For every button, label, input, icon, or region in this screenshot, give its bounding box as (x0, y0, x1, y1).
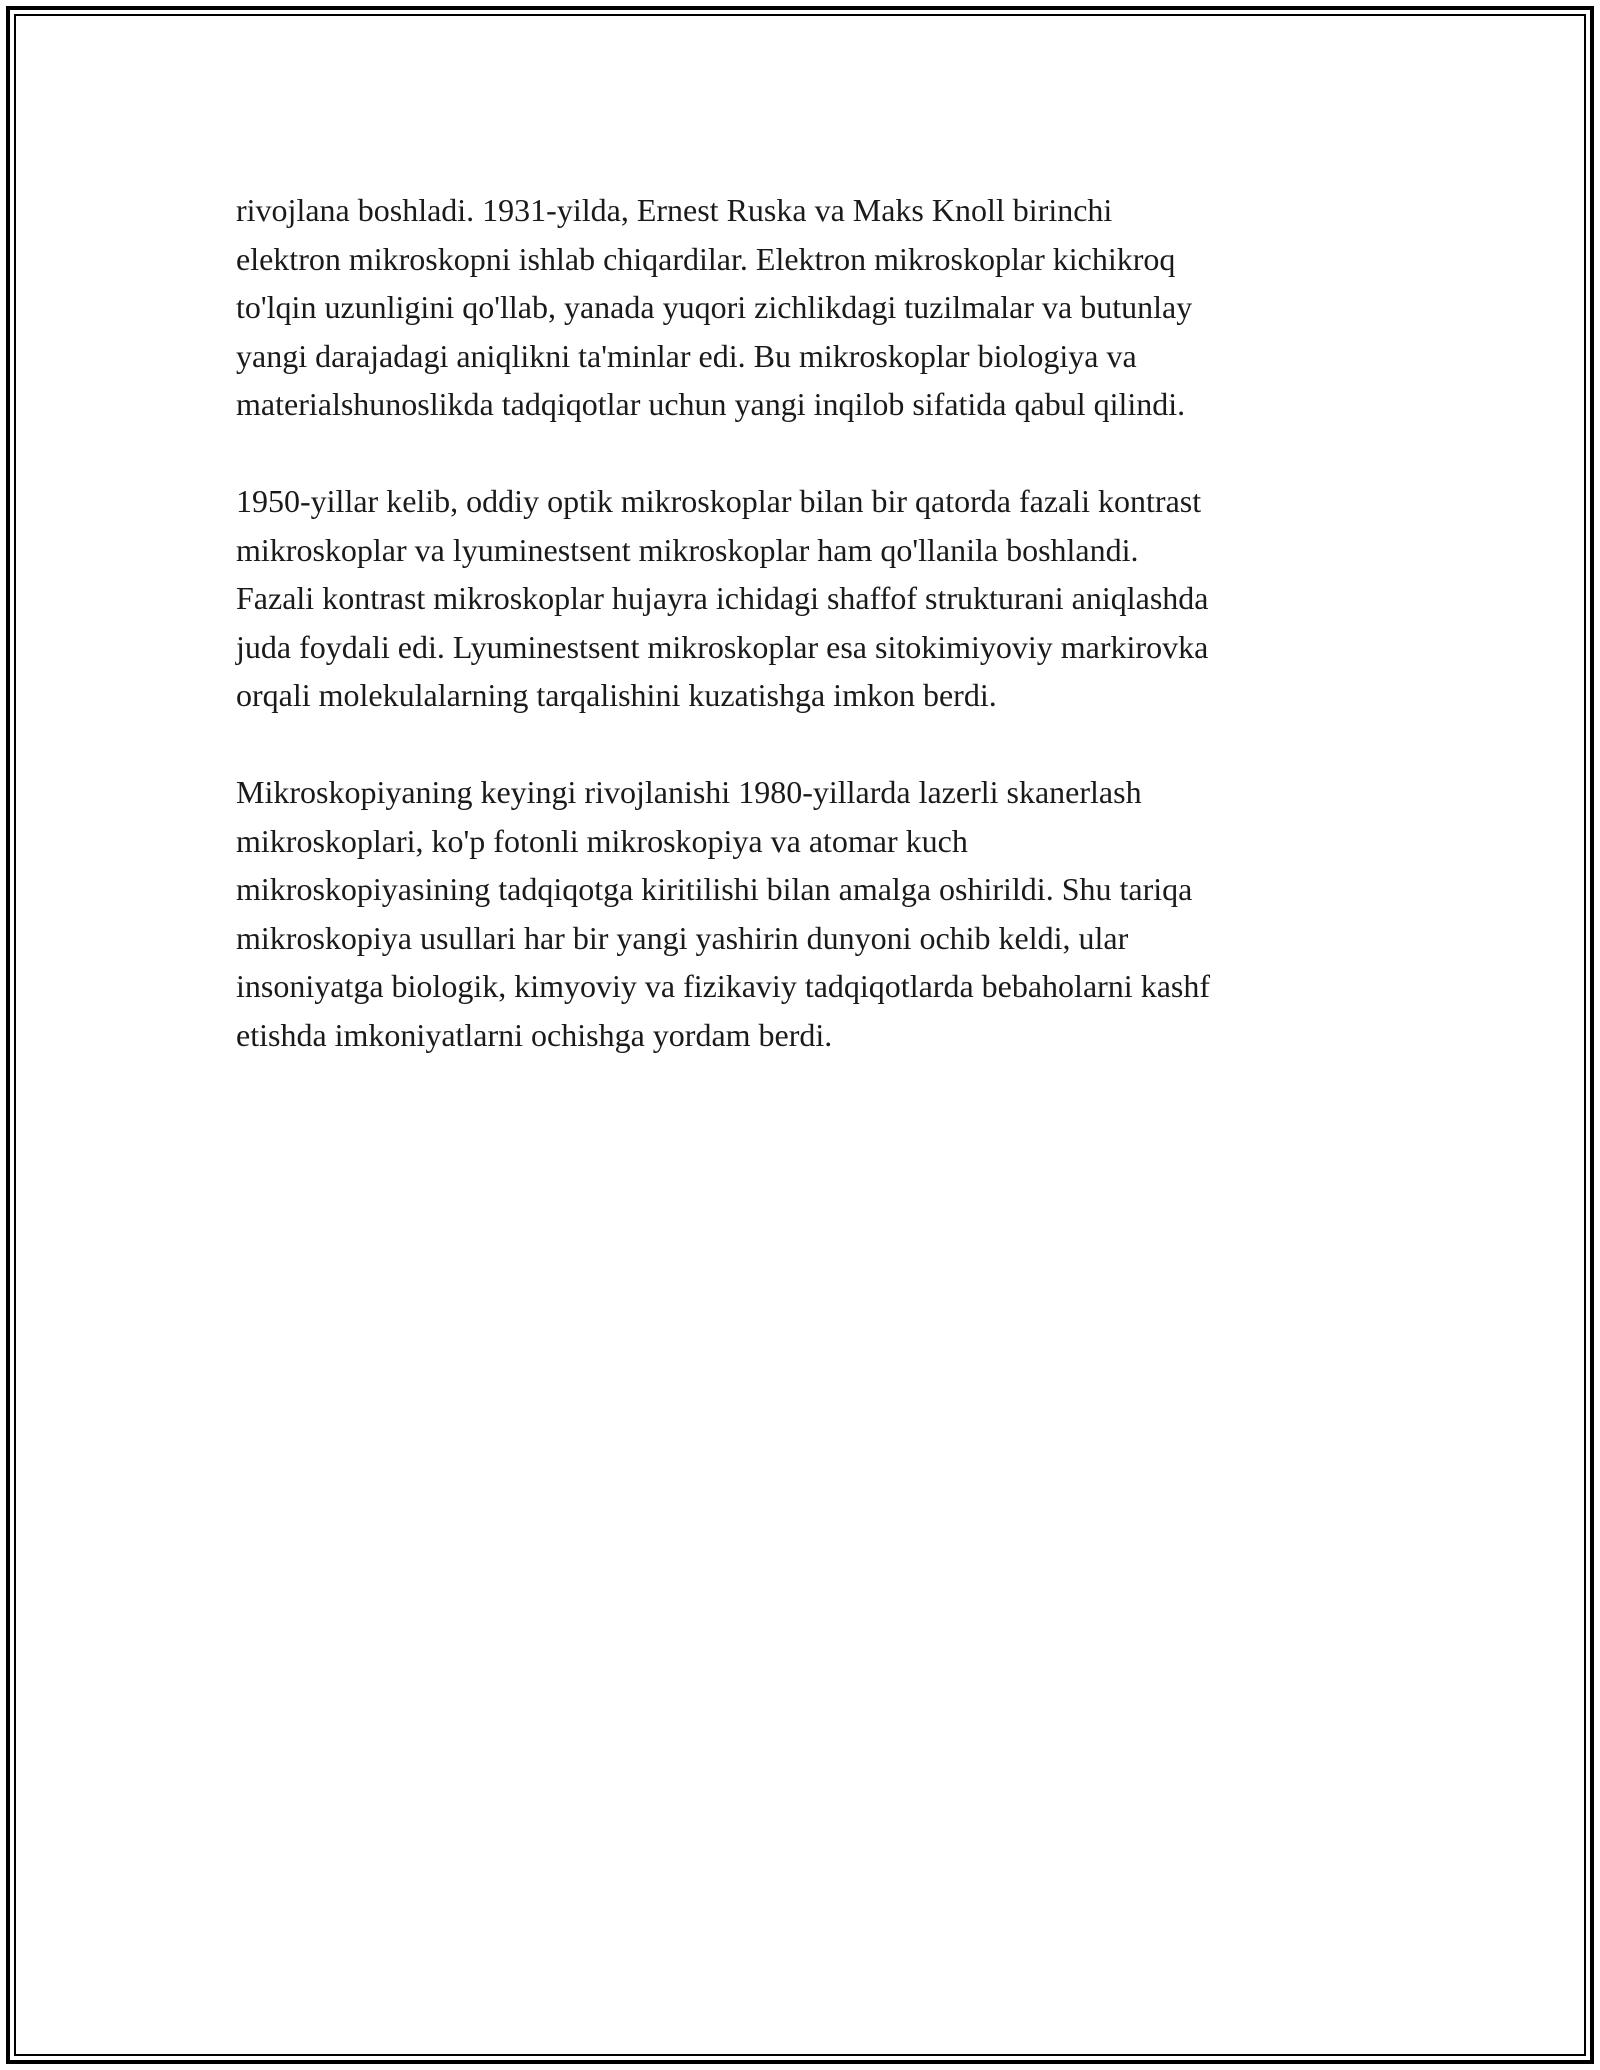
text-line: insoniyatga biologik, kimyoviy va fizikaviy tadqiqotlarda bebaholarni kashf (236, 968, 1210, 1004)
document-body (236, 186, 1376, 1108)
text-line: Mikroskopiyaning keyingi rivojlanishi 1980-yillarda lazerli skanerlash (236, 774, 1142, 810)
text-line: mikroskoplar va lyuminestsent mikroskoplar ham qo'llanila boshlandi. (236, 531, 1139, 568)
text-line: Fazali kontrast mikroskoplar hujayra ichidagi shaffof strukturani aniqlashda (236, 580, 1209, 616)
text-line: juda foydali edi. Lyuminestsent mikroskoplar esa sitokimiyoviy markirovka (236, 628, 1209, 665)
paragraph-1 (236, 186, 1376, 429)
text-line: materialshunoslikda tadqiqotlar uchun yangi inqilob sifatida qabul qilindi. (236, 386, 1186, 422)
text-line: elektron mikroskopni ishlab chiqardilar. Elektron mikroskoplar kichikroq (236, 240, 1176, 277)
text-line: orqali molekulalarning tarqalishini kuzatishga imkon berdi. (236, 677, 997, 713)
text-line: mikroskopiya usullari har bir yangi yashirin dunyoni ochib keldi, ular (236, 919, 1129, 956)
text-line: mikroskoplari, ko'p fotonli mikroskopiya va atomar kuch (236, 822, 968, 859)
paragraph-2 (236, 477, 1376, 720)
paragraph-3 (236, 768, 1376, 1059)
text-line: 1950-yillar kelib, oddiy optik mikroskoplar bilan bir qatorda fazali kontrast (236, 483, 1202, 519)
text-line: rivojlana boshladi. 1931-yilda, Ernest Ruska va Maks Knoll birinchi (236, 192, 1113, 228)
text-line: etishda imkoniyatlarni ochishga yordam berdi. (236, 1016, 833, 1053)
text-line: mikroskopiyasining tadqiqotga kiritilishi bilan amalga oshirildi. Shu tariqa (236, 871, 1193, 907)
text-line: to'lqin uzunligini qo'llab, yanada yuqori zichlikdagi tuzilmalar va butunlay (236, 289, 1193, 325)
text-line: yangi darajadagi aniqlikni ta'minlar edi. Bu mikroskoplar biologiya va (236, 337, 1137, 374)
